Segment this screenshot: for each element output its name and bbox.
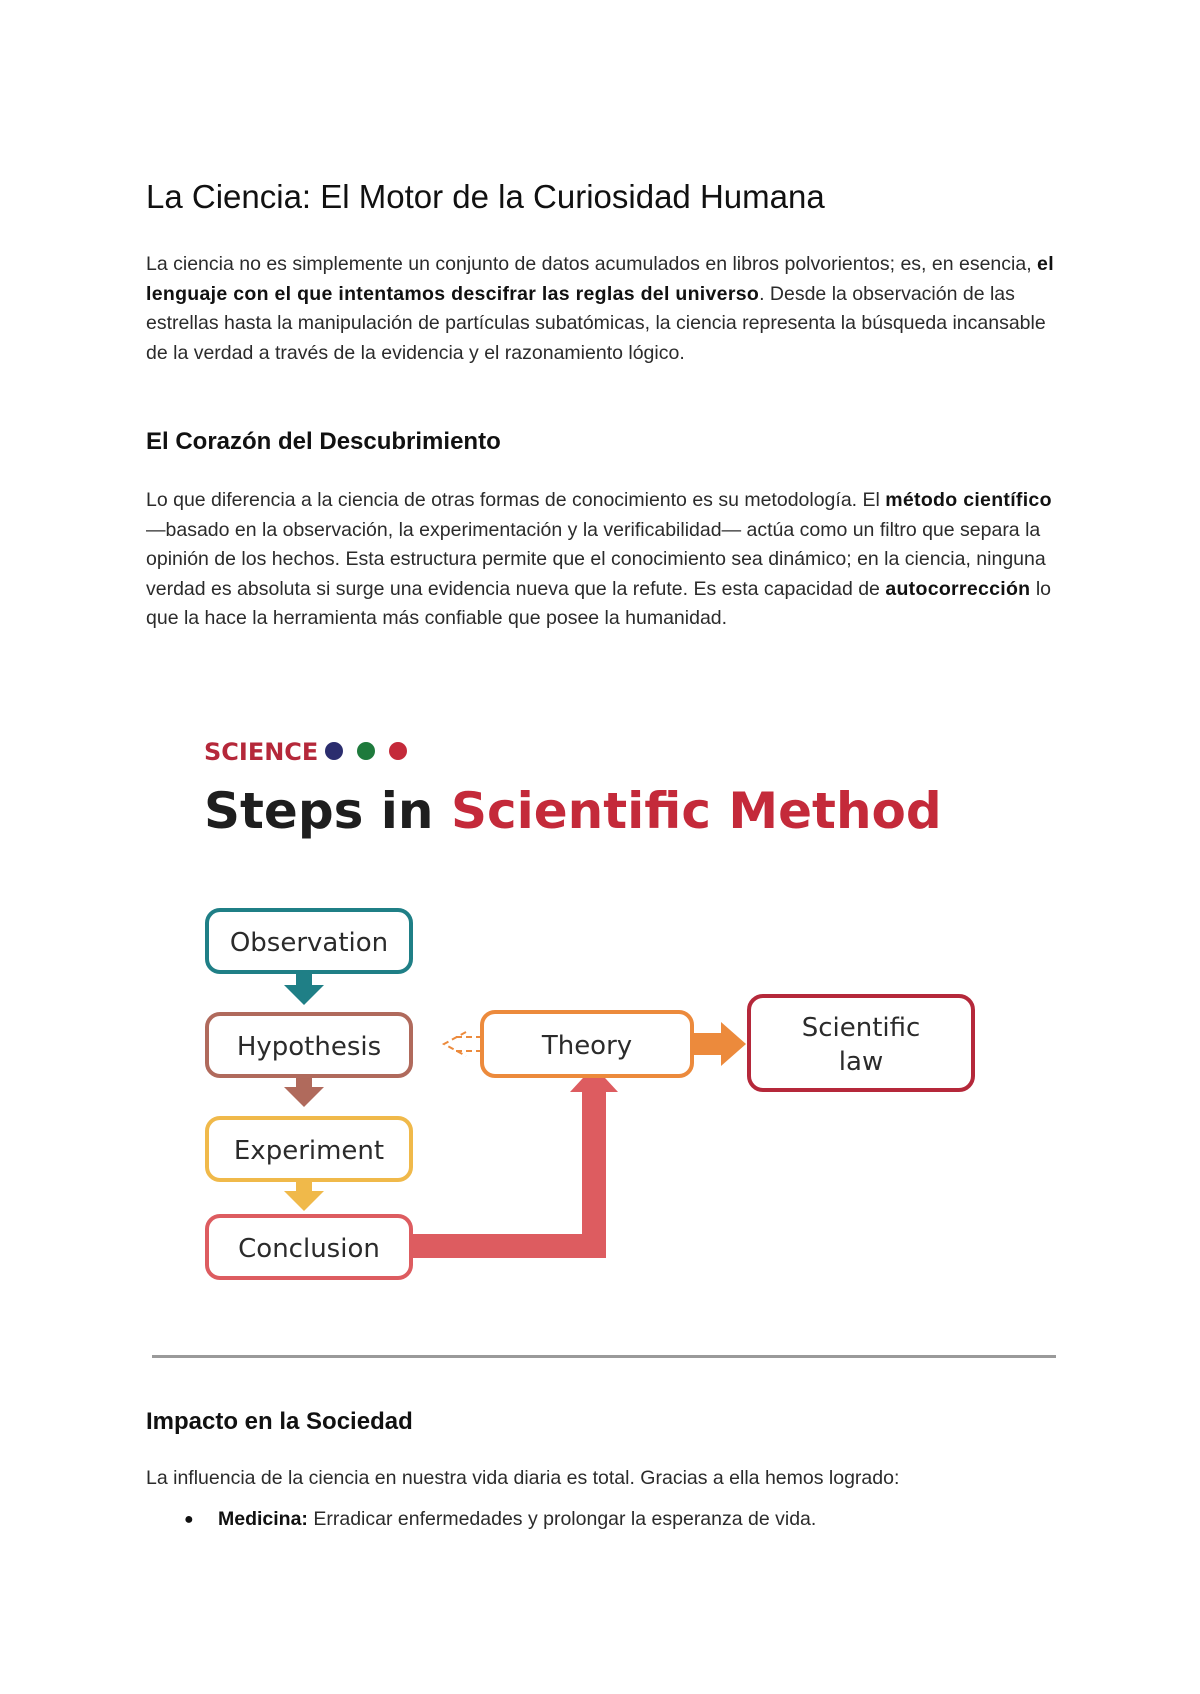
impact-list — [146, 1505, 1056, 1534]
arrow-observation-to-hypothesis — [284, 985, 324, 1005]
scientific-law-label-line2: law — [838, 1047, 884, 1077]
impact-paragraph: La influencia de la ciencia en nuestra vida diaria es total. Gracias a ella hemos logrado: — [146, 1467, 900, 1489]
intro-text-1: La ciencia no es simplemente un conjunto de datos acumulados en libros polvorientos; es, en esencia, — [146, 253, 1038, 275]
discovery-bold-selfcorrection: autocorrección — [885, 577, 1031, 600]
scientific-law-label-line1: Scientific — [801, 1013, 921, 1043]
arrow-hypothesis-to-experiment — [284, 1087, 324, 1107]
section-divider — [152, 1355, 1056, 1358]
discovery-paragraph — [146, 486, 1056, 634]
section-heading-discovery: El Corazón del Descubrimiento — [146, 428, 501, 455]
discovery-bold-method: método científico — [885, 489, 1052, 511]
red-dot — [389, 742, 407, 760]
theory-label: Theory — [541, 1031, 633, 1061]
figure-title-accent: Scientific Method — [450, 782, 942, 840]
section-heading-impact: Impacto en la Sociedad — [146, 1408, 413, 1435]
figure-title — [204, 782, 942, 840]
intro-text-2: . Desde la observación de las estrellas hasta la manipulación de partículas subatómicas, la ciencia representa la búsqueda incansable de la verdad a través de la evidencia y el razonamiento lógico. — [146, 282, 1046, 364]
list-item-text: Erradicar enfermedades y prolongar la esperanza de vida. — [307, 1508, 817, 1530]
bullet-icon: ● — [184, 1511, 194, 1528]
discovery-text-1: Lo que diferencia a la ciencia de otras formas de conocimiento es su metodología. El — [146, 489, 886, 511]
arrow-observation-shaft — [296, 973, 312, 987]
page-title: La Ciencia: El Motor de la Curiosidad Humana — [146, 178, 825, 215]
intro-paragraph — [146, 250, 1056, 368]
conclusion-label: Conclusion — [238, 1234, 380, 1264]
discovery-text-3: lo que la hace la herramienta más confiable que posee la humanidad. — [146, 577, 1052, 629]
arrow-conclusion-horizontal — [404, 1234, 606, 1258]
hypothesis-label: Hypothesis — [236, 1032, 382, 1062]
intro-bold-text: el lenguaje con el que intentamos descifrar las reglas del universo — [146, 253, 1054, 305]
scientific-method-figure — [204, 720, 1064, 1300]
navy-dot — [325, 742, 343, 760]
green-dot — [357, 742, 375, 760]
arrow-theory-to-law — [721, 1022, 746, 1066]
list-item — [146, 1505, 1056, 1534]
figure-title-plain: Steps in — [204, 782, 451, 840]
observation-label: Observation — [229, 928, 389, 958]
arrow-conclusion-vertical — [582, 1090, 606, 1258]
scientific-method-diagram — [204, 720, 1064, 1300]
arrow-theory-shaft — [691, 1033, 723, 1055]
discovery-text-2: —basado en la observación, la experimentación y la verificabilidad— actúa como un filtro que separa la opinión de los hechos. Esta estructura permite que el conocimiento sea dinámico; en la ciencia, ninguna verdad es absoluta si surge una evidencia nueva que la refute. Es esta capacidad de — [146, 518, 1046, 600]
list-item-label: Medicina: — [218, 1508, 308, 1530]
experiment-label: Experiment — [233, 1136, 385, 1166]
dashed-arrow-theory-to-hypothesis — [444, 1032, 480, 1056]
arrow-experiment-to-conclusion — [284, 1191, 324, 1211]
science-tag: SCIENCE — [204, 738, 319, 766]
